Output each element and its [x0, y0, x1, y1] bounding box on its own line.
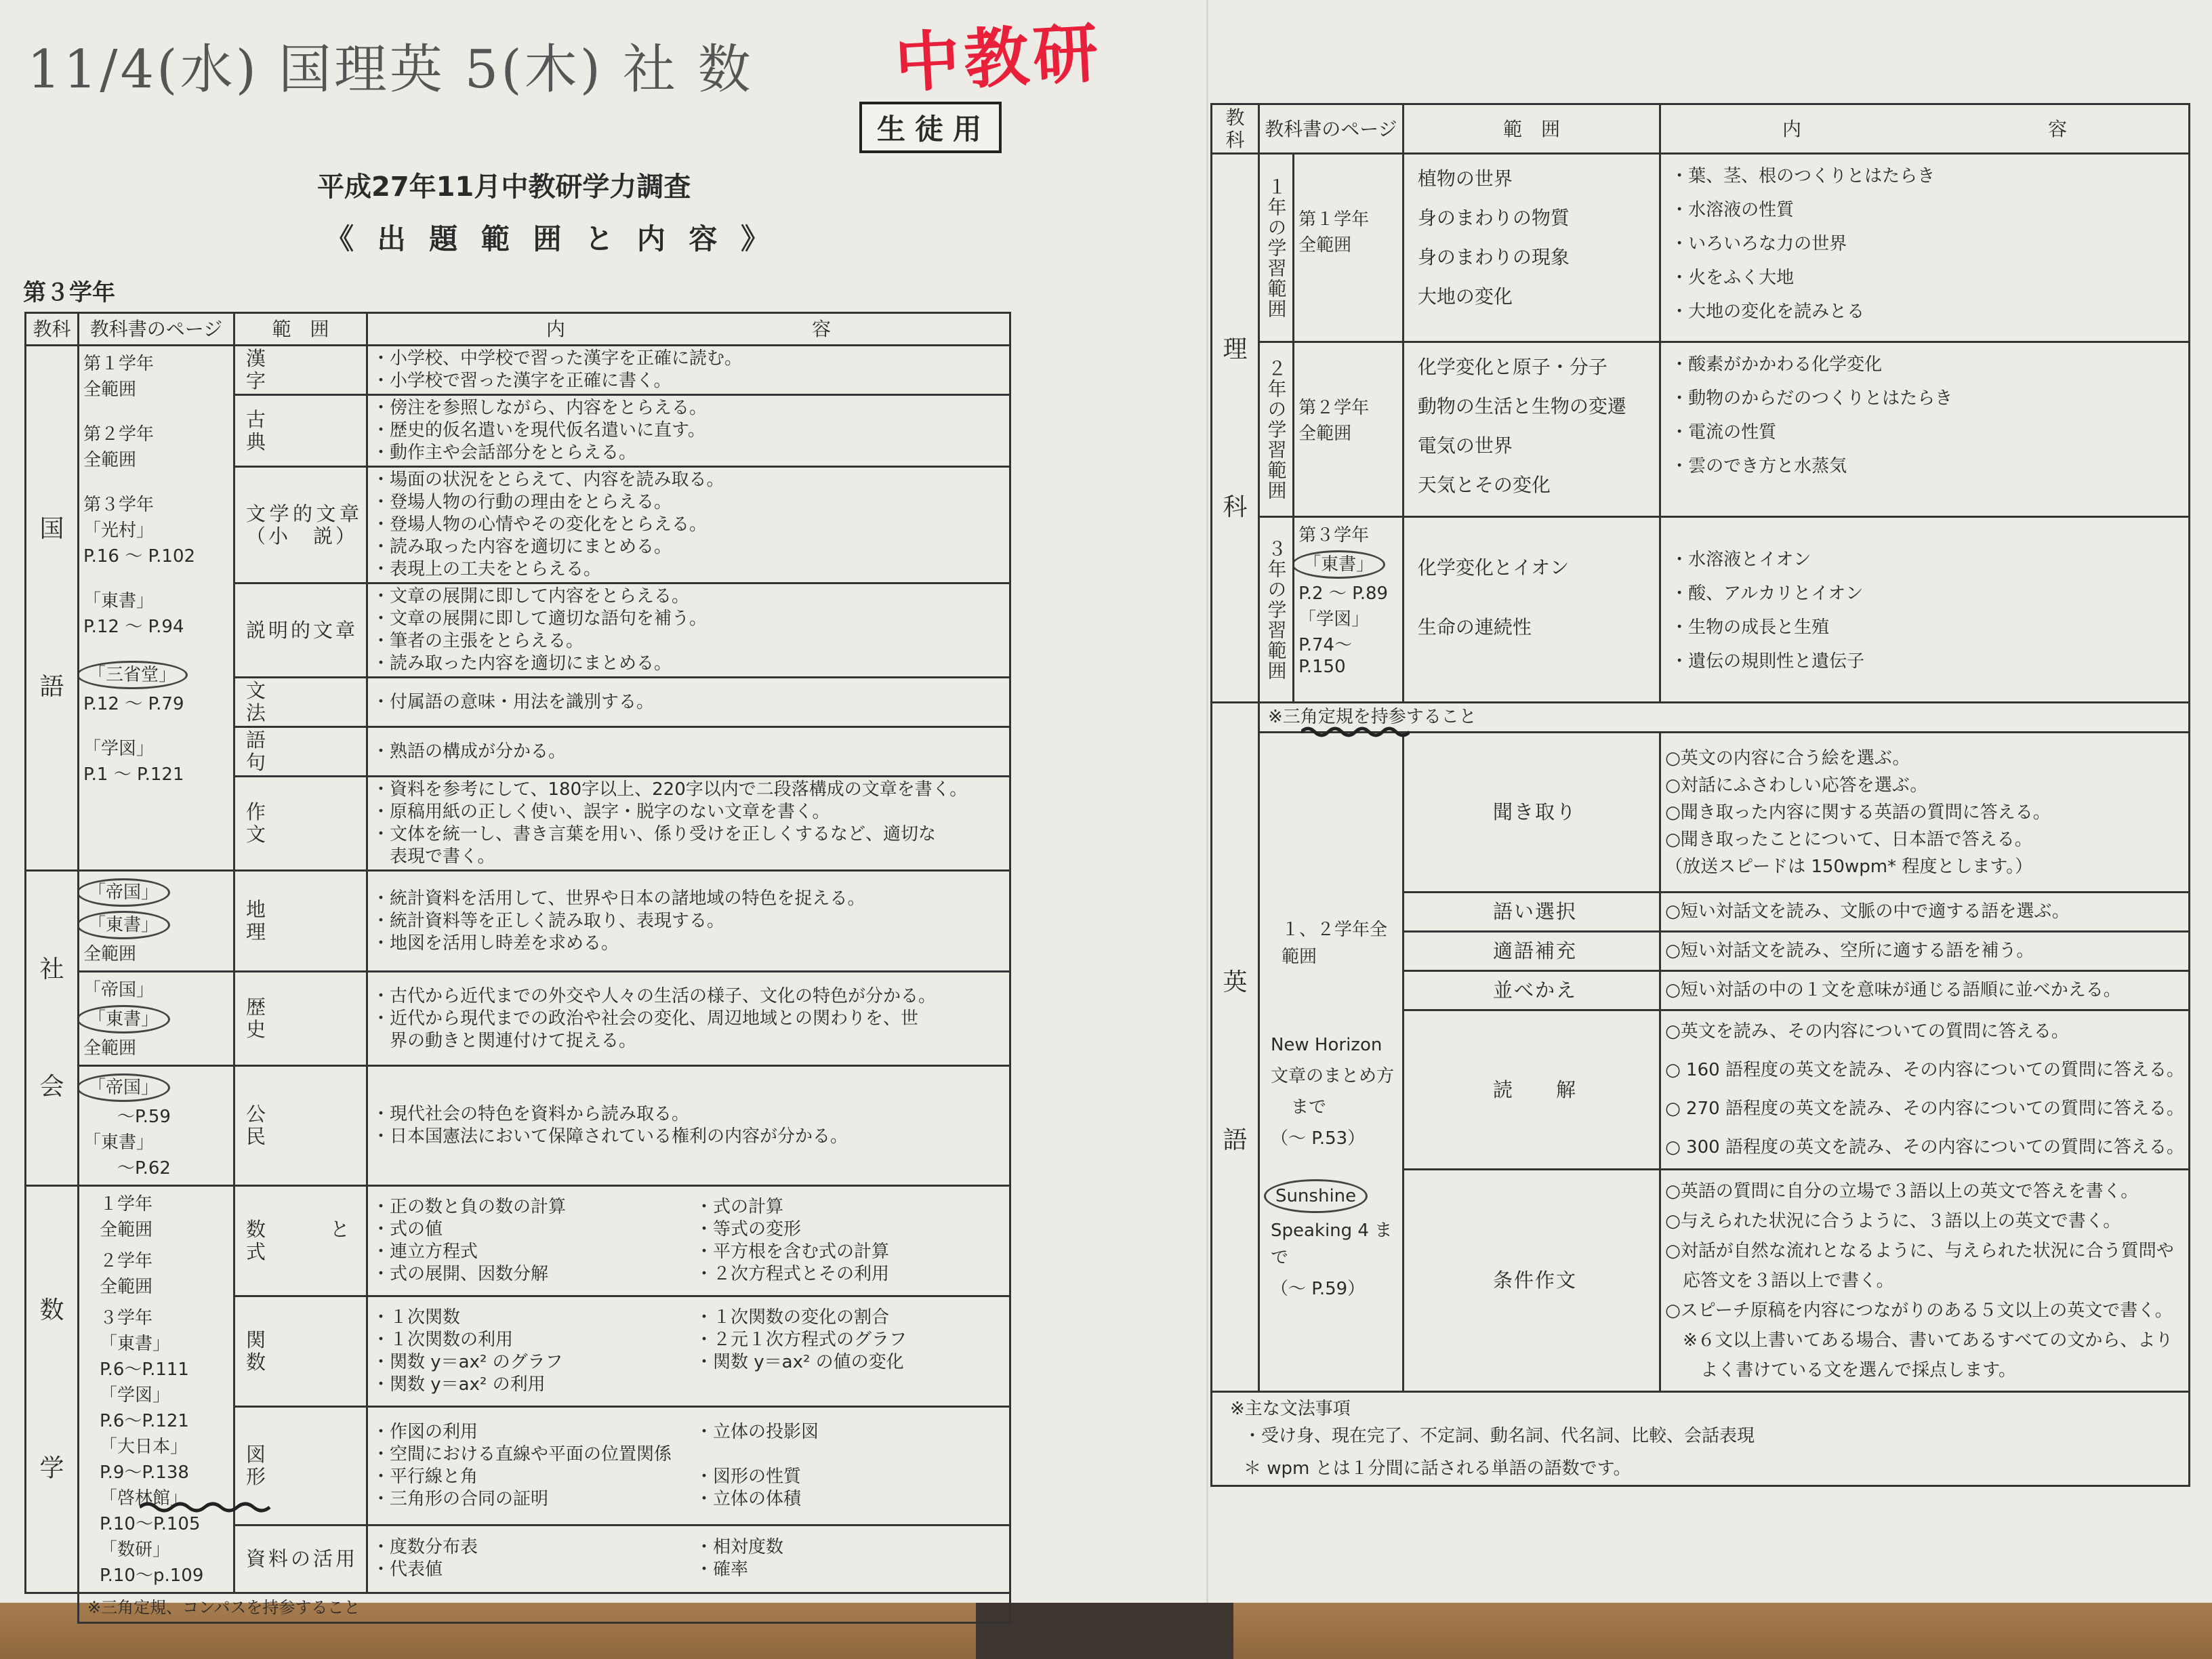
kokugo-content-koten: ・傍注を参照しながら、内容をとらえる。 ・歴史的仮名遣いを現代仮名遣いに直す。 ・動作主や会話部分をとらえる。 [367, 395, 1010, 467]
shakai-content-rekishi: ・古代から近代までの外交や人々の生活の様子、文化の特色が分かる。 ・近代から現代までの政治や社会の変化、周辺地域との関わりを、世 界の動きと関連付けて捉える。 [367, 972, 1010, 1066]
student-use-stamp: 生徒用 [859, 102, 1002, 153]
sugaku-content-shiryo: ・度数分布表 ・代表値 ・相対度数 ・確率 [367, 1525, 1010, 1593]
rika-note: ※三角定規を持参すること [1258, 703, 2189, 733]
sugaku-note: ※三角定規、コンパスを持参すること [79, 1593, 1010, 1623]
grade-label: 第３学年 [23, 279, 115, 306]
kokugo-scope-koten: 古 典 [234, 395, 367, 467]
shakai-content-komin: ・現代社会の特色を資料から読み取る。 ・日本国憲法において保障されている権利の内容が分かる。 [367, 1066, 1010, 1186]
shakai-textbook-komin: 「帝国」 ～P.59 「東書」 ～P.62 [79, 1066, 234, 1186]
desk-slot [976, 1599, 1233, 1659]
kokugo-content-kanji: ・小学校、中学校で習った漢字を正確に読む。 ・小学校で習った漢字を正確に書く。 [367, 346, 1010, 395]
col-textbook: 教科書のページ [79, 313, 234, 346]
r-col-scope: 範 囲 [1403, 104, 1660, 154]
sugaku-scope-kansu: 関 数 [234, 1296, 367, 1406]
left-header-row [26, 313, 1010, 346]
eigo-content-fill: ○短い対話文を読み、空所に適する語を補う。 [1660, 932, 2190, 971]
rika-content-1: ・葉、茎、根のつくりとはたらき ・水溶液の性質 ・いろいろな力の世界 ・火をふく大地 ・大地の変化を読みとる [1660, 154, 2190, 342]
sugaku-content-kazu: ・正の数と負の数の計算 ・式の値 ・連立方程式 ・式の展開、因数分解 ・式の計算 ・等式の変形 ・平方根を含む式の計算 ・２次方程式とその利用 [367, 1186, 1010, 1296]
eigo-scope-writing: 条件作文 [1403, 1170, 1660, 1392]
r-col-textbook: 教科書のページ [1258, 104, 1403, 154]
kokugo-content-sakubun: ・資料を参考にして、180字以上、220字以内で二段落構成の文章を書く。 ・原稿用紙の正しく使い、誤字・脱字のない文章を書く。 ・文体を統一し、書き言葉を用い、係り受けを正しくするなど、適切な 表現で書く。 [367, 777, 1010, 871]
sugaku-scope-shiryo: 資料の活用 [234, 1525, 367, 1593]
eigo-scope-listening: 聞き取り [1403, 733, 1660, 893]
page-title: 平成27年11月中教研学力調査 [317, 171, 691, 203]
rika-content-2: ・酸素がかかわる化学変化 ・動物のからだのつくりとはたらき ・電流の性質 ・雲のでき方と水蒸気 [1660, 342, 2190, 517]
squiggle-mark-left [140, 1500, 275, 1514]
sugaku-scope-zukei: 図 形 [234, 1406, 367, 1525]
sugaku-textbook: １学年 全範囲 ２学年 全範囲 ３学年 「東書」 P.6～P.111 「学図」 P.6～P.121 「大日本」 P.9～P.138 「啓林館」 P.10～P.105 「数研」 P.10～p.109 [79, 1186, 234, 1593]
squiggle-mark-right [1301, 725, 1410, 739]
shakai-textbook-chiri: 「帝国」 「東書」 全範囲 [79, 871, 234, 972]
circled-sunshine: Sunshine [1264, 1179, 1368, 1213]
r-col-subject: 教科 [1212, 104, 1259, 154]
rika-textbook-2: 第２学年 全範囲 [1294, 342, 1404, 517]
right-table [1210, 103, 2190, 1487]
handwritten-schedule: 11/4(水) 国理英 5(木) 社 数 [27, 39, 754, 100]
eigo-textbook: １、２学年全範囲 New Horizon 文章のまとめ方 まで （～ P.53） Sunshine Speaking 4 まで （～ P.59） [1258, 733, 1403, 1392]
eigo-scope-vocab: 語い選択 [1403, 893, 1660, 932]
col-content: 内 容 [367, 313, 1010, 346]
r-col-content: 内 容 [1660, 104, 2190, 154]
eigo-content-order: ○短い対話の中の１文を意味が通じる語順に並べかえる。 [1660, 971, 2190, 1010]
kokugo-scope-bungaku: 文学的文章（小 説） [234, 467, 367, 583]
subject-rika: 理 科 [1212, 154, 1259, 703]
kokugo-scope-goku: 語 句 [234, 727, 367, 777]
rika-scope-2: 化学変化と原子・分子 動物の生活と生物の変遷 電気の世界 天気とその変化 [1403, 342, 1660, 517]
page-subtitle: 《 出 題 範 囲 と 内 容 》 [325, 222, 776, 255]
rika-range-1: １年の学習範囲 [1258, 154, 1293, 342]
kokugo-textbook: 第１学年 全範囲 第２学年 全範囲 第３学年 「光村」 P.16 ～ P.102 「東書」 P.12 ～ P.94 「三省堂」 P.12 ～ P.79 「学図」 P.1 ～ P.121 [79, 346, 234, 871]
shakai-textbook-rekishi: 「帝国」 「東書」 全範囲 [79, 972, 234, 1066]
rika-textbook-1: 第１学年 全範囲 [1294, 154, 1404, 342]
kokugo-content-goku: ・熟語の構成が分かる。 [367, 727, 1010, 777]
right-header-row [1212, 104, 2190, 154]
eigo-content-writing: ○英語の質問に自分の立場で３語以上の英文で答えを書く。 ○与えられた状況に合うように、３語以上の英文で書く。 ○対話が自然な流れとなるように、与えられた状況に合う質問や 応答文を３語以上で書く。 ○スピーチ原稿を内容につながりのある５文以上の英文で書く。 ※６文以上書いてある場合、書いてあるすべての文から、より よく書けている文を選んで採点します。 [1660, 1170, 2190, 1392]
kokugo-scope-setsumei: 説明的文章 [234, 583, 367, 678]
rika-range-3: ３年の学習範囲 [1258, 517, 1293, 703]
subject-eigo: 英 語 [1212, 733, 1259, 1392]
eigo-content-reading: ○英文を読み、その内容についての質問に答える。 ○ 160 語程度の英文を読み、その内容についての質問に答える。 ○ 270 語程度の英文を読み、その内容についての質問に答える。 ○ 300 語程度の英文を読み、その内容についての質問に答える。 [1660, 1010, 2190, 1170]
kokugo-content-setsumei: ・文章の展開に即して内容をとらえる。 ・文章の展開に即して適切な語句を補う。 ・筆者の主張をとらえる。 ・読み取った内容を適切にまとめる。 [367, 583, 1010, 678]
rika-scope-1: 植物の世界 身のまわりの物質 身のまわりの現象 大地の変化 [1403, 154, 1660, 342]
kokugo-scope-kanji: 漢 字 [234, 346, 367, 395]
sugaku-content-kansu: ・１次関数 ・１次関数の利用 ・関数 y＝ax² のグラフ ・関数 y＝ax² の利用 ・１次関数の変化の割合 ・２元１次方程式のグラフ ・関数 y＝ax² の値の変化 [367, 1296, 1010, 1406]
eigo-content-vocab: ○短い対話文を読み、文脈の中で適する語を選ぶ。 [1660, 893, 2190, 932]
shakai-content-chiri: ・統計資料を活用して、世界や日本の諸地域の特色を捉える。 ・統計資料等を正しく読み取り、表現する。 ・地図を活用し時差を求める。 [367, 871, 1010, 972]
eigo-scope-fill: 適語補充 [1403, 932, 1660, 971]
kokugo-scope-bunpo: 文 法 [234, 678, 367, 727]
page-fold [1206, 0, 1208, 1603]
circled-tosho: 「東書」 [1294, 550, 1386, 579]
subject-kokugo: 国 語 [26, 346, 79, 871]
kokugo-content-bungaku: ・場面の状況をとらえて、内容を読み取る。 ・登場人物の行動の理由をとらえる。 ・登場人物の心情やその変化をとらえる。 ・読み取った内容を適切にまとめる。 ・表現上の工夫をとらえる。 [367, 467, 1010, 583]
sugaku-scope-kazu: 数 と 式 [234, 1186, 367, 1296]
kokugo-scope-sakubun: 作 文 [234, 777, 367, 871]
subject-sugaku: 数 学 [26, 1186, 79, 1593]
subject-shakai: 社 会 [26, 871, 79, 1186]
col-scope: 範 囲 [234, 313, 367, 346]
col-subject: 教科 [26, 313, 79, 346]
shakai-scope-komin: 公 民 [234, 1066, 367, 1186]
left-table [24, 312, 1011, 1624]
eigo-scope-reading: 読 解 [1403, 1010, 1660, 1170]
rika-content-3: ・水溶液とイオン ・酸、アルカリとイオン ・生物の成長と生殖 ・遺伝の規則性と遺伝子 [1660, 517, 2190, 703]
shakai-scope-rekishi: 歴 史 [234, 972, 367, 1066]
rika-scope-3: 化学変化とイオン 生命の連続性 [1403, 517, 1660, 703]
eigo-content-listening: ○英文の内容に合う絵を選ぶ。 ○対話にふさわしい応答を選ぶ。 ○聞き取った内容に関する英語の質問に答える。 ○聞き取ったことについて、日本語で答える。 （放送スピードは 150wpm* 程度とします。） [1660, 733, 2190, 893]
handwritten-red-stamp: 中教研 [893, 15, 1105, 102]
eigo-notes: ※主な文法事項 ・受け身、現在完了、不定詞、動名詞、代名詞、比較、会話表現 ＊ wpm とは１分間に話される単語の語数です。 [1212, 1392, 2190, 1486]
rika-textbook-3: 第３学年 「東書」 P.2 ～ P.89 「学図」 P.74～P.150 [1294, 517, 1404, 703]
eigo-scope-order: 並べかえ [1403, 971, 1660, 1010]
circled-sanseido: 「三省堂」 [79, 661, 188, 689]
shakai-scope-chiri: 地 理 [234, 871, 367, 972]
kokugo-content-bunpo: ・付属語の意味・用法を識別する。 [367, 678, 1010, 727]
sugaku-content-zukei: ・作図の利用 ・空間における直線や平面の位置関係 ・平行線と角 ・三角形の合同の証明 ・立体の投影図 ・図形の性質 ・立体の体積 [367, 1406, 1010, 1525]
rika-range-2: ２年の学習範囲 [1258, 342, 1293, 517]
